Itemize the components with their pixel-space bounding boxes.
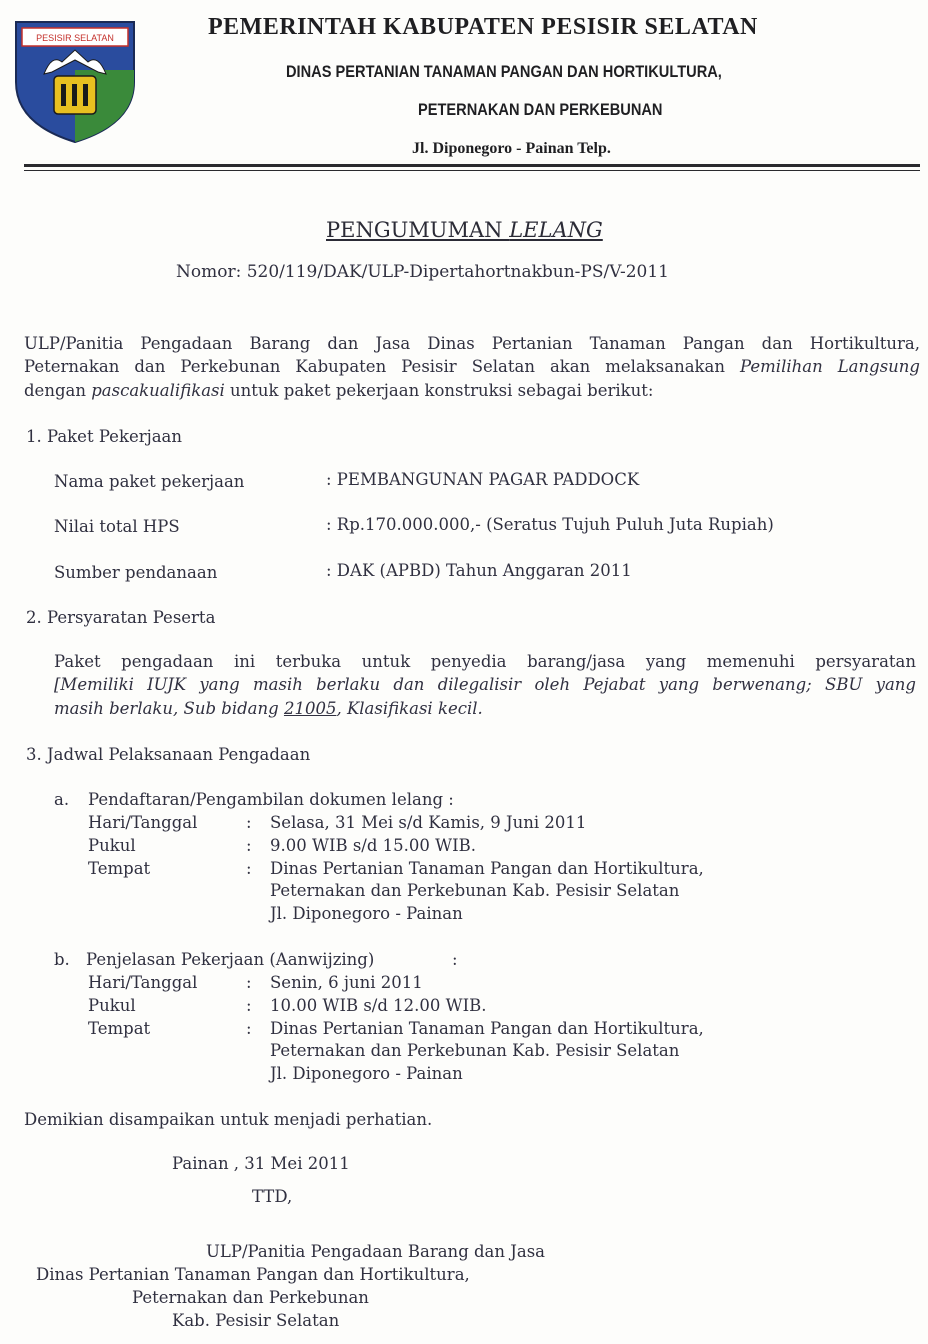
package-name-value: : PEMBANGUNAN PAGAR PADDOCK xyxy=(326,470,640,489)
schedule-a-time-colon: : xyxy=(246,836,252,855)
intro-line3-a: dengan xyxy=(24,381,92,400)
schedule-a-time-value: 9.00 WIB s/d 15.00 WIB. xyxy=(270,836,476,855)
logo-text: PESISIR SELATAN xyxy=(36,33,114,43)
header-government: PEMERINTAH KABUPATEN PESISIR SELATAN xyxy=(208,14,758,40)
schedule-b-time-label: Pukul xyxy=(88,996,136,1015)
schedule-a-place-colon: : xyxy=(246,859,252,878)
signatory-line4: Kab. Pesisir Selatan xyxy=(172,1311,340,1330)
schedule-b-place-label: Tempat xyxy=(88,1019,151,1038)
schedule-a-title: Pendaftaran/Pengambilan dokumen lelang : xyxy=(88,790,454,809)
schedule-a-date-value: Selasa, 31 Mei s/d Kamis, 9 Juni 2011 xyxy=(270,813,587,832)
schedule-b-time-colon: : xyxy=(246,996,252,1015)
schedule-b-place-line3: Jl. Diponegoro - Painan xyxy=(270,1064,463,1083)
schedule-a-place-label: Tempat xyxy=(88,859,151,878)
header-address: Jl. Diponegoro - Painan Telp. xyxy=(412,140,611,157)
document-title xyxy=(326,218,603,242)
header-agency-line2: PETERNAKAN DAN PERKEBUNAN xyxy=(418,100,663,119)
signatory-line1: ULP/Panitia Pengadaan Barang dan Jasa xyxy=(206,1242,546,1261)
intro-line3 xyxy=(24,381,653,400)
ttd-mark: TTD, xyxy=(252,1187,293,1206)
package-name-label: Nama paket pekerjaan xyxy=(54,472,245,491)
signatory-line3: Peternakan dan Perkebunan xyxy=(132,1288,369,1307)
funding-value: : DAK (APBD) Tahun Anggaran 2011 xyxy=(326,561,632,580)
schedule-b-time-value: 10.00 WIB s/d 12.00 WIB. xyxy=(270,996,487,1015)
schedule-b-date-value: Senin, 6 juni 2011 xyxy=(270,973,423,992)
schedule-b-title-colon: : xyxy=(452,950,458,969)
schedule-b-place-line1: Dinas Pertanian Tanaman Pangan dan Hortikultura, xyxy=(270,1019,704,1038)
funding-label: Sumber pendanaan xyxy=(54,563,218,582)
place-date: Painan , 31 Mei 2011 xyxy=(172,1154,350,1173)
schedule-b-place-line2: Peternakan dan Perkebunan Kab. Pesisir Selatan xyxy=(270,1041,680,1060)
schedule-a-place-line2: Peternakan dan Perkebunan Kab. Pesisir Selatan xyxy=(270,881,680,900)
schedule-b-date-colon: : xyxy=(246,973,252,992)
requirements-line3-a: masih berlaku, Sub bidang xyxy=(54,699,284,718)
requirements-line3 xyxy=(54,699,483,718)
header-agency-line1: DINAS PERTANIAN TANAMAN PANGAN DAN HORTIKULTURA, xyxy=(286,62,722,81)
schedule-a-place-line3: Jl. Diponegoro - Painan xyxy=(270,904,463,923)
title-main: PENGUMUMAN xyxy=(326,218,510,242)
closing-statement: Demikian disampaikan untuk menjadi perhatian. xyxy=(24,1110,433,1129)
document-number: Nomor: 520/119/DAK/ULP-Dipertahortnakbun-PS/V-2011 xyxy=(176,262,669,282)
requirements-line3-c: , Klasifikasi kecil. xyxy=(336,699,483,718)
intro-line2 xyxy=(24,357,920,376)
intro-method: Pemilihan Langsung xyxy=(740,357,920,376)
section3-heading: 3. Jadwal Pelaksanaan Pengadaan xyxy=(26,745,311,764)
schedule-b-place-colon: : xyxy=(246,1019,252,1038)
requirements-line1: Paket pengadaan ini terbuka untuk penyedia barang/jasa yang memenuhi persyaratan xyxy=(54,652,916,671)
schedule-a-marker: a. xyxy=(54,790,70,809)
intro-line3-c: untuk paket pekerjaan konstruksi sebagai berikut: xyxy=(224,381,654,400)
schedule-b-marker: b. xyxy=(54,950,70,969)
intro-qualification: pascakualifikasi xyxy=(91,381,225,400)
section1-heading: 1. Paket Pekerjaan xyxy=(26,427,183,446)
hps-label: Nilai total HPS xyxy=(54,517,180,536)
requirements-line2: [Memiliki IUJK yang masih berlaku dan dilegalisir oleh Pejabat yang berwenang; SBU yang xyxy=(54,675,916,694)
sub-field-code: 21005 xyxy=(283,699,337,718)
title-italic: LELANG xyxy=(509,218,603,242)
regency-logo xyxy=(10,12,140,144)
schedule-a-time-label: Pukul xyxy=(88,836,136,855)
intro-line2-text: Peternakan dan Perkebunan Kabupaten Pesisir Selatan akan melaksanakan xyxy=(24,357,741,376)
section2-heading: 2. Persyaratan Peserta xyxy=(26,608,216,627)
schedule-b-date-label: Hari/Tanggal xyxy=(88,973,198,992)
schedule-a-date-label: Hari/Tanggal xyxy=(88,813,198,832)
schedule-b-title: Penjelasan Pekerjaan (Aanwijzing) xyxy=(86,950,375,969)
schedule-a-place-line1: Dinas Pertanian Tanaman Pangan dan Hortikultura, xyxy=(270,859,704,878)
hps-value: : Rp.170.000.000,- (Seratus Tujuh Puluh Juta Rupiah) xyxy=(326,515,774,534)
header-rule-thin xyxy=(24,170,920,171)
signatory-line2: Dinas Pertanian Tanaman Pangan dan Hortikultura, xyxy=(36,1265,470,1284)
schedule-a-date-colon: : xyxy=(246,813,252,832)
header-rule-thick xyxy=(24,164,920,167)
intro-line1: ULP/Panitia Pengadaan Barang dan Jasa Dinas Pertanian Tanaman Pangan dan Hortikultura, xyxy=(24,334,920,353)
